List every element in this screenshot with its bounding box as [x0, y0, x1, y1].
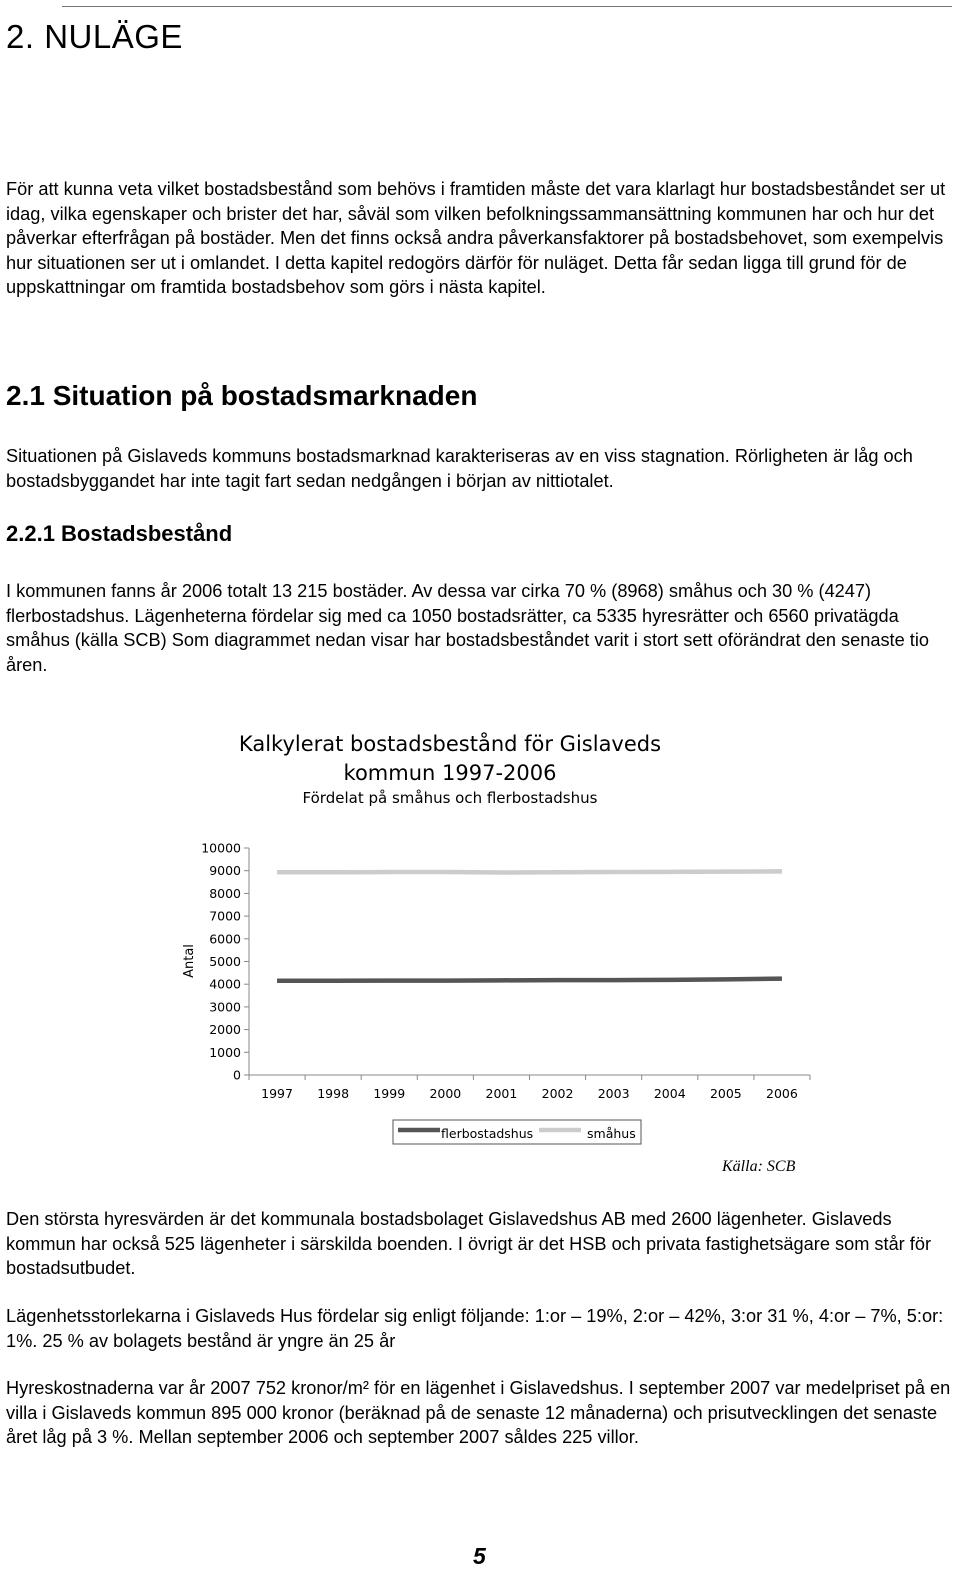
x-axis-ticks: [249, 1075, 810, 1101]
y-tick-label: 7000: [209, 908, 241, 924]
x-tick-label: 2001: [485, 1086, 518, 1101]
chapter-heading: 2. NULÄGE: [6, 18, 183, 55]
housing-stock-chart: [150, 718, 840, 1168]
x-tick-label: 2002: [541, 1086, 574, 1101]
series-line-flerbostadshus: [277, 979, 782, 981]
page-number: 5: [473, 1543, 486, 1569]
section-2-1-heading: 2.1 Situation på bostadsmarknaden: [6, 380, 478, 411]
chart-legend: [393, 1120, 641, 1144]
paragraph-landlords: Den största hyresvärden är det kommunala bostadsbolaget Gislavedshus AB med 2600 lägenheter. Gislaveds kommun har också 525 lägenheter i särskilda boenden. I övrigt är det HSB och privata fastighetsägare som står för bostadsutbudet.: [6, 1209, 932, 1278]
chart-title-line-1: Kalkylerat bostadsbestånd för Gislaveds: [238, 732, 662, 756]
legend-label: flerbostadshus: [441, 1126, 534, 1141]
chart-series: [277, 871, 782, 980]
y-tick-label: 5000: [209, 954, 241, 969]
y-tick-label: 1000: [209, 1044, 241, 1060]
y-tick-label: 6000: [209, 931, 241, 947]
chart-axes: [249, 848, 810, 1075]
x-tick-label: 2005: [709, 1086, 742, 1101]
paragraph-housing-costs: Hyreskostnaderna var år 2007 752 kronor/m² för en lägenhet i Gislavedshus. I september 2007 var medelpriset på en villa i Gislaveds kommun 895 000 kronor (beräknad på de senaste 12 månaderna) och prisutvecklingen det senaste året låg på 3 %. Mellan september 2006 och september 2007 såldes 225 villor.: [6, 1378, 951, 1447]
y-tick-label: 8000: [209, 885, 241, 901]
chart-subtitle: Fördelat på småhus och flerbostadshus: [302, 789, 598, 807]
y-tick-label: 4000: [209, 976, 241, 992]
top-rule: [62, 6, 952, 7]
legend-label: småhus: [587, 1126, 636, 1141]
y-tick-label: 0: [233, 1067, 241, 1083]
section-2-2-1-paragraph: I kommunen fanns år 2006 totalt 13 215 bostäder. Av dessa var cirka 70 % (8968) småhus och 30 % (4247) flerbostadshus. Lägenheterna fördelar sig med ca 1050 bostadsrätter, ca 5335 hyresrätter och 6560 privatägda småhus (källa SCB) Som diagrammet nedan visar har bostadsbeståndet varit i stort sett oförändrat den senaste tio åren.: [6, 581, 929, 675]
y-tick-label: 2000: [209, 1022, 241, 1038]
x-tick-label: 1997: [261, 1086, 293, 1101]
x-tick-label: 2004: [653, 1086, 686, 1101]
paragraph-apartment-sizes: Lägenhetsstorlekarna i Gislaveds Hus fördelar sig enligt följande: 1:or – 19%, 2:or – 42%, 3:or 31 %, 4:or – 7%, 5:or: 1%. 25 % av bolagets bestånd är yngre än 25 år: [6, 1306, 944, 1351]
x-tick-label: 2000: [429, 1086, 462, 1101]
section-2-2-1-heading: 2.2.1 Bostadsbestånd: [6, 521, 233, 546]
y-tick-label: 3000: [209, 999, 241, 1015]
section-2-1-paragraph: Situationen på Gislaveds kommuns bostadsmarknad karakteriseras av en viss stagnation. Rörligheten är låg och bostadsbyggandet har inte tagit fart sedan nedgången i början av nittiotalet.: [6, 446, 913, 491]
x-tick-label: 2006: [766, 1086, 798, 1101]
intro-paragraph: För att kunna veta vilket bostadsbestånd som behövs i framtiden måste det vara klarlagt hur bostadsbeståndet ser ut idag, vilka egenskaper och brister det har, såväl som vilken befolkningssammansättning kommunen har och hur det påverkar efterfrågan på bostäder. Men det finns också andra påverkansfaktorer på bostadsbehovet, som exempelvis hur situationen ser ut i omlandet. I detta kapitel redogörs därför för nuläget. Detta får sedan ligga till grund för de uppskattningar om framtida bostadsbehov som görs i nästa kapitel.: [6, 179, 946, 297]
chart-source: Källa: SCB: [722, 1158, 796, 1175]
y-tick-label: 10000: [201, 840, 241, 856]
chart-title-line-2: kommun 1997-2006: [343, 761, 557, 785]
x-tick-label: 1998: [317, 1086, 350, 1101]
y-axis-ticks: [201, 841, 249, 1083]
x-tick-label: 2003: [597, 1086, 630, 1101]
x-tick-label: 1999: [373, 1086, 406, 1101]
y-axis-label: Antal: [182, 944, 197, 978]
y-tick-label: 9000: [209, 863, 241, 879]
series-line-smahus: [277, 871, 782, 872]
